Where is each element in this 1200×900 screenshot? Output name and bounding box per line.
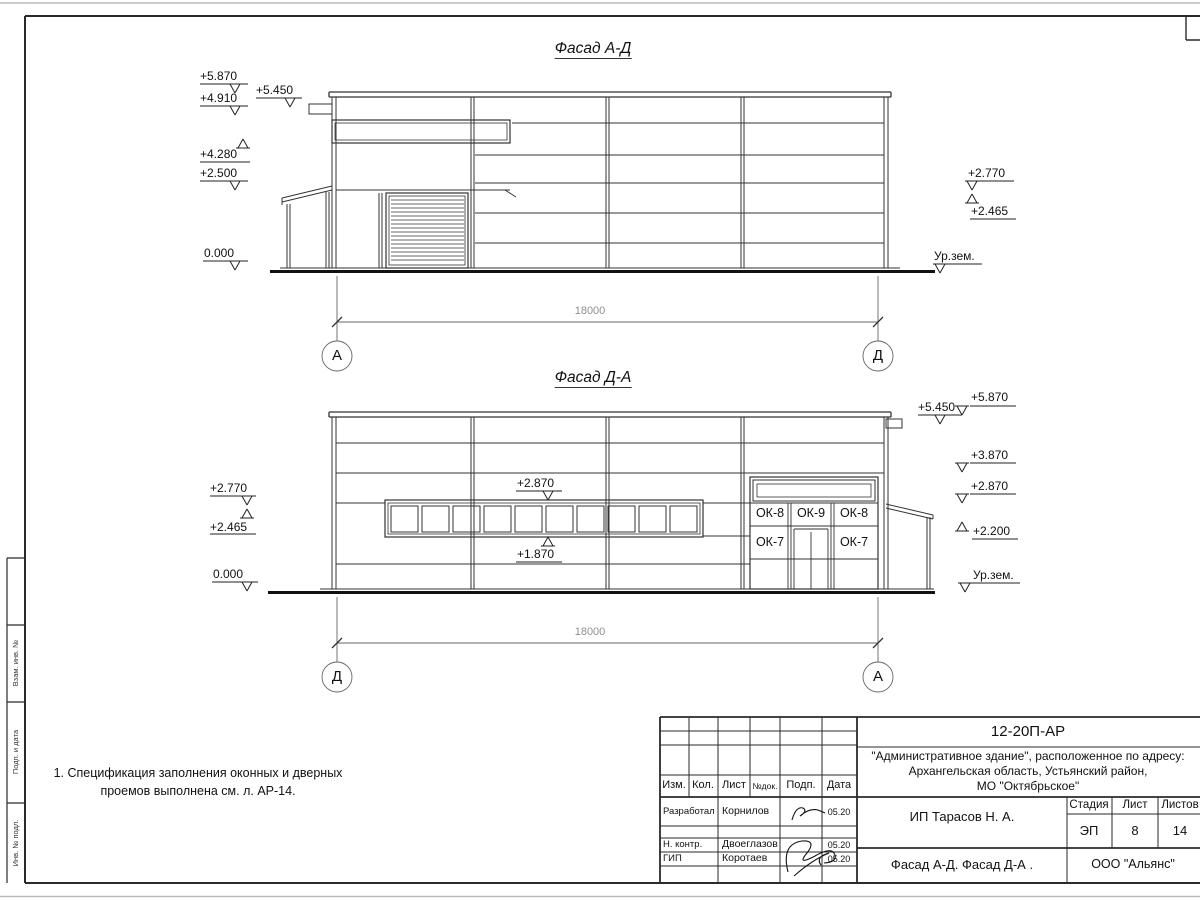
doc-code: 12-20П-АР bbox=[990, 723, 1066, 740]
stage-label: Стадия bbox=[1069, 799, 1109, 811]
elevation-label: +4.910 bbox=[200, 91, 238, 105]
elevation-label: 0.000 bbox=[204, 246, 235, 260]
tb-date: 05.20 bbox=[827, 840, 851, 850]
tb-name: Двоеглазов bbox=[722, 838, 778, 850]
note-line-2: проемов выполнена см. л. АР-14. bbox=[100, 784, 296, 798]
signature-1 bbox=[792, 808, 825, 820]
elevation-label: +2.770 bbox=[968, 166, 1006, 180]
elevation-label: +2.770 bbox=[210, 481, 248, 495]
tb-role: Н. контр. bbox=[663, 839, 703, 850]
axis-bubble-label: Д bbox=[872, 347, 884, 364]
window-tag: ОК-9 bbox=[796, 506, 826, 520]
glazed-entrance bbox=[750, 477, 878, 589]
list-value: 8 bbox=[1131, 823, 1139, 838]
dimension-label: 18000 bbox=[574, 305, 606, 317]
tb-header-data: Дата bbox=[826, 779, 852, 791]
elevation-label: +2.500 bbox=[200, 166, 238, 180]
tb-role: Разработал bbox=[663, 806, 715, 817]
axis-bubble-label: Д bbox=[331, 668, 343, 685]
elevation-label: +3.870 bbox=[971, 448, 1009, 462]
right-canopy bbox=[886, 504, 934, 589]
window-tag: ОК-7 bbox=[755, 535, 785, 549]
tb-name: Корнилов bbox=[722, 805, 770, 817]
elevation-label: 0.000 bbox=[213, 567, 244, 581]
window-tag: ОК-7 bbox=[839, 535, 869, 549]
facade-a-d-dimension bbox=[322, 276, 893, 371]
ground-level-label: Ур.зем. bbox=[973, 568, 1014, 582]
object-address-line1: "Административное здание", расположенное по адресу: bbox=[871, 749, 1185, 763]
elevation-label: +4.280 bbox=[200, 147, 238, 161]
tb-name: Коротаев bbox=[722, 852, 768, 864]
vent-stub bbox=[309, 104, 332, 114]
tb-header-list: Лист bbox=[722, 779, 746, 791]
facade-top-title: Фасад А-Д bbox=[555, 41, 632, 59]
elevation-label: +5.450 bbox=[918, 400, 956, 414]
left-canopy bbox=[280, 186, 334, 268]
ground-level-label: Ур.зем. bbox=[934, 249, 975, 263]
facade-d-a-drawing bbox=[268, 412, 935, 593]
list-label: Лист bbox=[1122, 799, 1148, 811]
note-line-1: 1. Спецификация заполнения оконных и дверных bbox=[53, 766, 343, 780]
axis-bubble-label: А bbox=[331, 347, 343, 364]
facade-bottom-title: Фасад Д-А bbox=[555, 370, 632, 388]
fascia-band bbox=[332, 120, 516, 197]
object-address-line3: МО "Октябрьское" bbox=[976, 779, 1080, 793]
tb-header-kol: Кол. bbox=[692, 779, 714, 791]
elevation-label: +5.870 bbox=[200, 69, 238, 83]
window-tag: ОК-8 bbox=[755, 506, 785, 520]
elevation-label: +2.200 bbox=[973, 524, 1011, 538]
elevation-label: +2.870 bbox=[971, 479, 1009, 493]
ribbon-window-band bbox=[385, 500, 703, 537]
elevation-label: +2.870 bbox=[517, 476, 555, 490]
sheet-title: Фасад А-Д. Фасад Д-А . bbox=[890, 857, 1034, 872]
object-address-line2: Архангельская область, Устьянский район, bbox=[908, 764, 1148, 778]
elevation-label: +1.870 bbox=[517, 547, 555, 561]
company-name: ООО "Альянс" bbox=[1091, 857, 1175, 871]
client-name: ИП Тарасов Н. А. bbox=[909, 809, 1015, 824]
tb-header-izm: Изм. bbox=[662, 779, 686, 791]
elevation-label: +2.465 bbox=[971, 204, 1009, 218]
tb-role: ГИП bbox=[663, 853, 682, 864]
tb-date: 05.20 bbox=[827, 854, 851, 864]
listov-value: 14 bbox=[1172, 823, 1188, 838]
elevation-label: +2.465 bbox=[210, 520, 248, 534]
dimension-label: 18000 bbox=[574, 626, 606, 638]
stage-value: ЭП bbox=[1079, 823, 1099, 838]
tb-date: 05.20 bbox=[827, 807, 851, 817]
side-strip-cell: Подп. и дата bbox=[11, 729, 21, 775]
side-strip-cell: Взам. инв. № bbox=[11, 639, 21, 687]
roller-door bbox=[386, 193, 468, 268]
facade-d-a-dimension bbox=[322, 597, 893, 692]
side-strip-cell: Инв. № подл. bbox=[11, 819, 21, 867]
elevation-label: +5.450 bbox=[256, 83, 294, 97]
facade-a-d-drawing bbox=[270, 92, 935, 272]
elevation-label: +5.870 bbox=[971, 390, 1009, 404]
tb-header-podp: Подп. bbox=[786, 779, 816, 791]
listov-label: Листов bbox=[1161, 799, 1199, 811]
facade-a-d-elevation-marks bbox=[200, 84, 1016, 273]
window-tag: ОК-8 bbox=[839, 506, 869, 520]
axis-bubble-label: А bbox=[872, 668, 884, 685]
tb-header-ndok: №док. bbox=[752, 781, 778, 791]
